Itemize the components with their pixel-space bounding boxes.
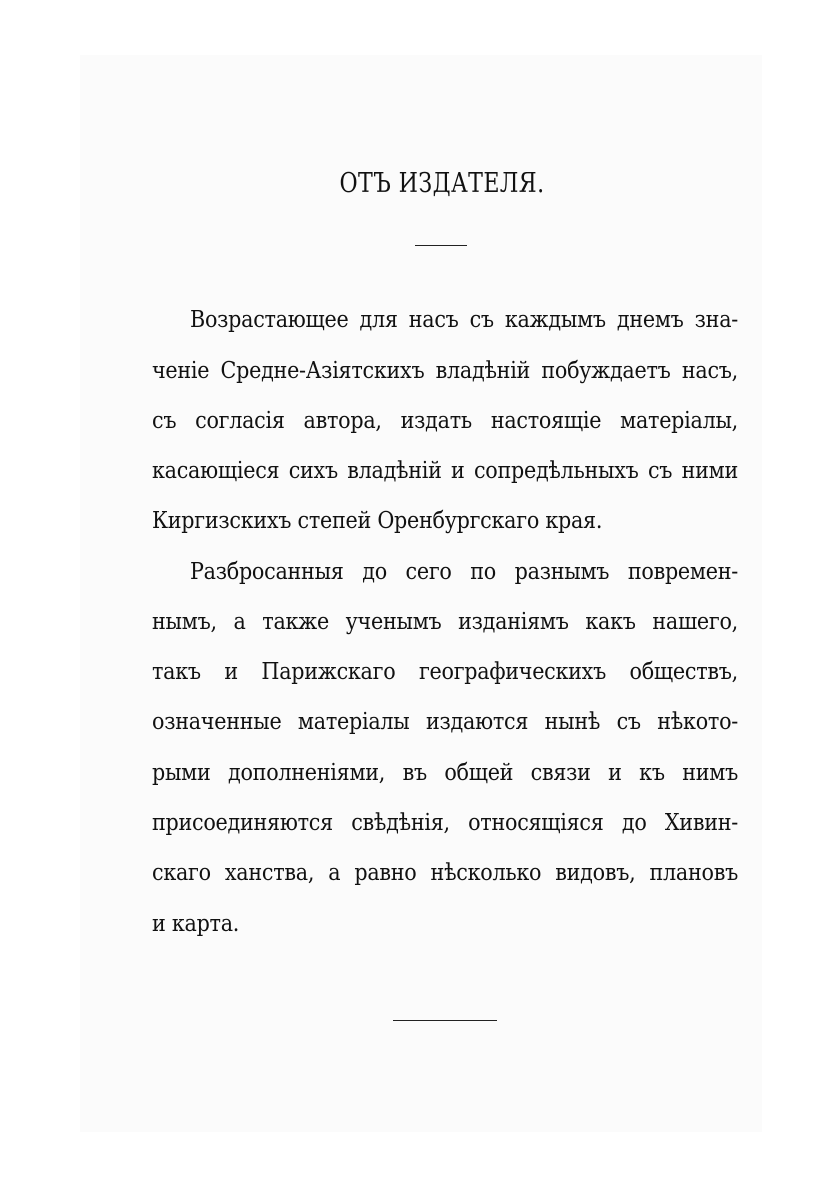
text-line: присоединяются свѣдѣнія, относящіяся до Хивин- [152, 810, 738, 836]
text-line: означенные матеріалы издаются нынѣ съ нѣкото- [152, 709, 738, 735]
text-line: нымъ, а также ученымъ изданіямъ какъ нашего, [152, 609, 738, 635]
paragraph-1-line-1 [190, 305, 738, 335]
paragraph-1-line-4 [152, 456, 738, 486]
text-line: и карта. [152, 911, 240, 937]
paragraph-2-line-4 [152, 707, 738, 737]
text-line: касающіеся сихъ владѣній и сопредѣльныхъ съ ними [152, 458, 738, 484]
text-line: Разбросанныя до сего по разнымъ повремен- [190, 559, 738, 585]
paragraph-1-line-3 [152, 406, 738, 436]
text-line: рыми дополненіями, въ общей связи и къ нимъ [152, 760, 738, 786]
paragraph-1-line-5 [152, 506, 738, 536]
paragraph-2-line-1 [190, 557, 738, 587]
paragraph-2-line-8 [152, 909, 738, 939]
paragraph-2-line-3 [152, 657, 738, 687]
text-line: скаго ханства, а равно нѣсколько видовъ, плановъ [152, 860, 738, 886]
paragraph-1-line-2 [152, 356, 738, 386]
paragraph-2-line-2 [152, 607, 738, 637]
text-line: Киргизскихъ степей Оренбургскаго края. [152, 508, 603, 534]
text-line: съ согласія автора, издать настоящіе матеріалы, [152, 408, 738, 434]
page-title: ОТЪ ИЗДАТЕЛЯ. [339, 168, 545, 199]
title-divider [415, 245, 467, 246]
closing-divider [393, 1020, 497, 1021]
paragraph-2-line-5 [152, 758, 738, 788]
paragraph-2-line-6 [152, 808, 738, 838]
text-line: ченіе Средне-Азіятскихъ владѣній побуждаетъ насъ, [152, 358, 738, 384]
paragraph-2-line-7 [152, 858, 738, 888]
text-line: такъ и Парижскаго географическихъ обществъ, [152, 659, 738, 685]
page-background [80, 55, 762, 1132]
text-line: Возрастающее для насъ съ каждымъ днемъ зна- [190, 307, 738, 333]
